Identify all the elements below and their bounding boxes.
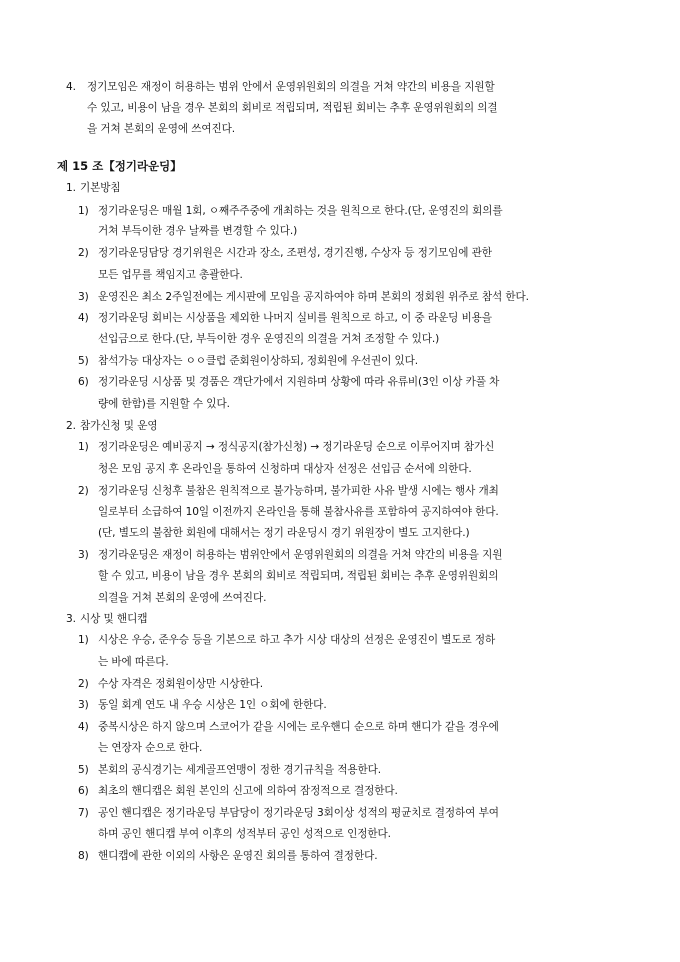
item-line: 정기라운딩은 재정이 허용하는 범위안에서 운영위원회의 의결을 거쳐 약간의 비용을 지원	[98, 549, 503, 561]
article-heading: 제 15 조【정기라운딩】	[57, 159, 182, 173]
item-number: 5)	[78, 764, 89, 776]
item-line: 핸디캡에 관한 이외의 사항은 운영진 회의를 통하여 결정한다.	[98, 850, 378, 862]
item-line: 정기라운딩 회비는 시상품을 제외한 나머지 실비를 원칙으로 하고, 이 중 라운딩 비용을	[98, 312, 492, 324]
intro-number: 4.	[66, 81, 76, 93]
item-line: 청은 모임 공지 후 온라인을 통하여 신청하며 대상자 선정은 선입금 순서에 의한다.	[98, 463, 472, 475]
item-number: 2)	[78, 247, 89, 259]
item-number: 1)	[78, 441, 89, 453]
item-line: (단, 별도의 불참한 회원에 대해서는 정기 라운딩시 경기 위원장이 별도 고지한다.)	[98, 527, 470, 539]
item-line: 선입금으로 한다.(단, 부득이한 경우 운영진의 의결을 거쳐 조정할 수 있다.)	[98, 333, 440, 345]
item-number: 2)	[78, 485, 89, 497]
item-number: 3)	[78, 549, 89, 561]
item-number: 3)	[78, 699, 89, 711]
section-title: 기본방침	[80, 182, 121, 194]
intro-line: 을 거쳐 본회의 운영에 쓰여진다.	[87, 123, 236, 135]
item-line: 수상 자격은 정회원이상만 시상한다.	[98, 678, 264, 690]
item-line: 공인 핸디캡은 정기라운딩 부담당이 정기라운딩 3회이상 성적의 평균치로 결정하여 부여	[98, 807, 499, 819]
section-title: 참가신청 및 운영	[80, 420, 158, 432]
section-number: 2.	[66, 420, 76, 432]
item-line: 할 수 있고, 비용이 남을 경우 본회의 회비로 적립되며, 적립된 회비는 추후 운영위원회의	[98, 570, 499, 582]
item-number: 2)	[78, 678, 89, 690]
intro-line: 정기모임은 재정이 허용하는 범위 안에서 운영위원회의 의결을 거쳐 약간의 비용을 지원할	[87, 81, 495, 93]
item-line: 참석가능 대상자는 ㅇㅇ클럽 준회원이상하되, 정회원에 우선권이 있다.	[98, 355, 419, 367]
item-line: 정기라운딩담당 경기위원은 시간과 장소, 조편성, 경기진행, 수상자 등 정기모임에 관한	[98, 247, 492, 259]
item-line: 최초의 핸디캡은 회원 본인의 신고에 의하여 잠정적으로 결정한다.	[98, 785, 398, 797]
item-number: 6)	[78, 376, 89, 388]
item-line: 는 연장자 순으로 한다.	[98, 742, 203, 754]
item-line: 시상은 우승, 준우승 등을 기본으로 하고 추가 시상 대상의 선정은 운영진이 별도로 정하	[98, 634, 496, 646]
item-number: 4)	[78, 312, 89, 324]
item-line: 거쳐 부득이한 경우 날짜를 변경할 수 있다.)	[98, 225, 298, 237]
item-line: 정기라운딩 시상품 및 경품은 객단가에서 지원하며 상황에 따라 유류비(3인 이상 카풀 차	[98, 376, 500, 388]
section-number: 3.	[66, 613, 76, 625]
intro-line: 수 있고, 비용이 남을 경우 본회의 회비로 적립되며, 적립된 회비는 추후 운영위원회의 의결	[87, 102, 498, 114]
item-line: 정기라운딩은 예비공지 → 정식공지(참가신청) → 정기라운딩 순으로 이루어지며 참가신	[98, 441, 495, 453]
item-number: 7)	[78, 807, 89, 819]
item-line: 의결을 거쳐 본회의 운영에 쓰여진다.	[98, 592, 267, 604]
item-number: 5)	[78, 355, 89, 367]
item-number: 4)	[78, 721, 89, 733]
item-line: 중복시상은 하지 않으며 스코어가 같을 시에는 로우핸디 순으로 하며 핸디가 같을 경우에	[98, 721, 499, 733]
item-number: 1)	[78, 205, 89, 217]
item-number: 6)	[78, 785, 89, 797]
item-line: 하며 공인 핸디캡 부여 이후의 성적부터 공인 성적으로 인정한다.	[98, 828, 391, 840]
section-title: 시상 및 핸디캡	[80, 613, 148, 625]
item-line: 일로부터 소급하여 10일 이전까지 온라인을 통해 불참사유를 포함하여 공지하여야 한다.	[98, 506, 499, 518]
item-line: 모든 업무를 책임지고 총괄한다.	[98, 269, 243, 281]
item-number: 1)	[78, 634, 89, 646]
item-line: 운영진은 최소 2주일전에는 게시판에 모임을 공지하여야 하며 본회의 정회원 위주로 참석 한다.	[98, 291, 529, 303]
item-number: 3)	[78, 291, 89, 303]
item-line: 량에 한함)를 지원할 수 있다.	[98, 398, 230, 410]
item-line: 동일 회계 연도 내 우승 시상은 1인 ㅇ회에 한한다.	[98, 699, 327, 711]
item-line: 정기라운딩은 매월 1회, ㅇ째주주중에 개최하는 것을 원칙으로 한다.(단, 운영진의 회의를	[98, 205, 503, 217]
item-line: 정기라운딩 신청후 불참은 원칙적으로 불가능하며, 불가피한 사유 발생 시에는 행사 개최	[98, 485, 499, 497]
item-line: 는 바에 따른다.	[98, 656, 169, 668]
item-line: 본회의 공식경기는 세계골프연맹이 정한 경기규칙을 적용한다.	[98, 764, 382, 776]
item-number: 8)	[78, 850, 89, 862]
section-number: 1.	[66, 182, 76, 194]
